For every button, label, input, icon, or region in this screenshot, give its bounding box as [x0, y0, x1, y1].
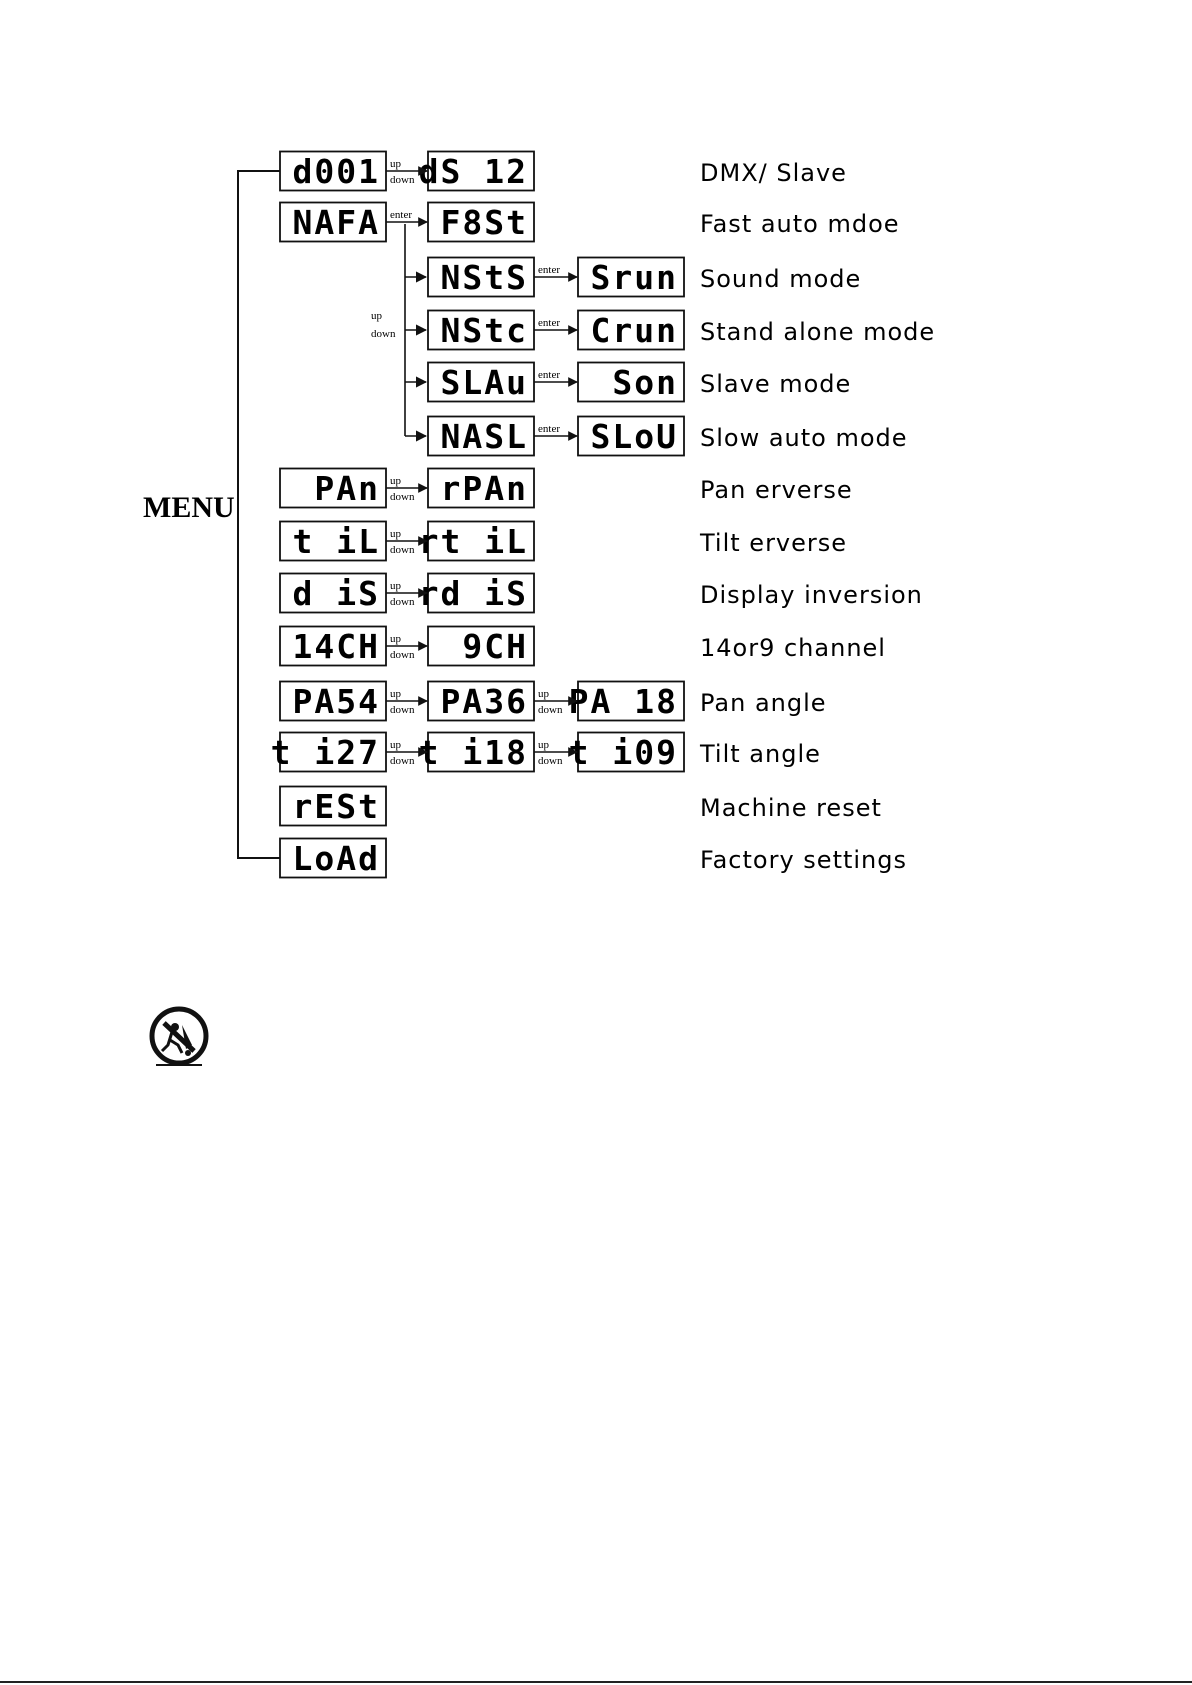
lcd-display-text: 14CH	[292, 627, 380, 666]
menu-item-description: Tilt erverse	[700, 529, 848, 557]
down-label: down	[390, 755, 415, 767]
lcd-display-text: F8St	[440, 203, 528, 242]
menu-item-description: DMX/ Slave	[700, 159, 847, 187]
lcd-display-text: NStc	[440, 311, 528, 350]
lcd-display-text: d iS	[292, 574, 380, 613]
lcd-display-text: PA54	[292, 682, 380, 721]
menu-row	[280, 574, 923, 614]
menu-row	[280, 787, 882, 827]
menu-item-description: Stand alone mode	[700, 318, 936, 346]
menu-row	[280, 152, 847, 192]
menu-row	[280, 682, 827, 722]
up-label: up	[390, 688, 401, 700]
menu-item-description: 14or9 channel	[700, 634, 886, 662]
lcd-display-text: NAFA	[292, 203, 380, 242]
menu-item-description: Sound mode	[700, 265, 862, 293]
lcd-display-text: NStS	[440, 258, 528, 297]
down-label: down	[538, 755, 563, 767]
lcd-display-text: rt iL	[418, 522, 528, 561]
enter-label: enter	[538, 264, 560, 276]
down-label: down	[390, 649, 415, 661]
lcd-display-text: d001	[292, 152, 380, 191]
down-label: down	[390, 596, 415, 608]
lcd-display-text: t i09	[568, 733, 678, 772]
menu-row	[280, 203, 900, 243]
enter-label: enter	[390, 209, 412, 221]
enter-label: enter	[538, 369, 560, 381]
lcd-display-text: t iL	[292, 522, 380, 561]
up-label: up	[390, 580, 401, 592]
lcd-display-text: dS 12	[418, 152, 528, 191]
lcd-display-text: rPAn	[440, 469, 528, 508]
lcd-display-text: rESt	[292, 787, 380, 826]
up-label: up	[390, 633, 401, 645]
menu-row	[405, 363, 851, 403]
menu-row	[405, 258, 861, 298]
cart-tip-over-warning-icon	[148, 1005, 210, 1067]
menu-title: MENU	[143, 491, 235, 524]
menu-item-description: Slow auto mode	[700, 424, 908, 452]
menu-row	[280, 522, 847, 562]
branch-down-label: down	[371, 328, 396, 340]
lcd-display-text: t i18	[418, 733, 528, 772]
menu-row	[271, 733, 821, 773]
down-label: down	[390, 704, 415, 716]
menu-rows	[271, 152, 936, 879]
lcd-display-text: rd iS	[418, 574, 528, 613]
down-label: down	[390, 174, 415, 186]
menu-item-description: Fast auto mdoe	[700, 210, 900, 238]
lcd-display-text: SLAu	[440, 363, 528, 402]
lcd-display-text: Srun	[590, 258, 678, 297]
branch-up-label: up	[371, 310, 382, 322]
up-label: up	[390, 739, 401, 751]
lcd-display-text: PA 18	[568, 682, 678, 721]
menu-item-description: Factory settings	[700, 846, 908, 874]
down-label: down	[390, 491, 415, 503]
enter-label: enter	[538, 317, 560, 329]
footer-rule	[0, 1681, 1192, 1683]
lcd-display-text: PAn	[314, 469, 380, 508]
menu-row	[405, 311, 935, 351]
menu-item-description: Display inversion	[700, 581, 923, 609]
down-label: down	[538, 704, 563, 716]
menu-item-description: Pan erverse	[700, 476, 853, 504]
up-label: up	[538, 739, 549, 751]
menu-item-description: Slave mode	[700, 370, 852, 398]
lcd-display-text: t i27	[270, 733, 380, 772]
menu-item-description: Machine reset	[700, 794, 882, 822]
up-label: up	[390, 158, 401, 170]
lcd-display-text: LoAd	[292, 839, 380, 878]
menu-item-description: Tilt angle	[700, 740, 821, 768]
menu-row	[405, 417, 908, 457]
down-label: down	[390, 544, 415, 556]
lcd-display-text: SLoU	[590, 417, 678, 456]
lcd-display-text: 9CH	[462, 627, 528, 666]
menu-item-description: Pan angle	[700, 689, 827, 717]
up-label: up	[538, 688, 549, 700]
menu-row	[280, 839, 907, 879]
lcd-display-text: NASL	[440, 417, 528, 456]
up-label: up	[390, 528, 401, 540]
lcd-display-text: Son	[612, 363, 678, 402]
menu-row	[280, 469, 853, 509]
menu-row	[280, 627, 886, 667]
lcd-display-text: PA36	[440, 682, 528, 721]
enter-label: enter	[538, 423, 560, 435]
lcd-display-text: Crun	[590, 311, 678, 350]
up-label: up	[390, 475, 401, 487]
